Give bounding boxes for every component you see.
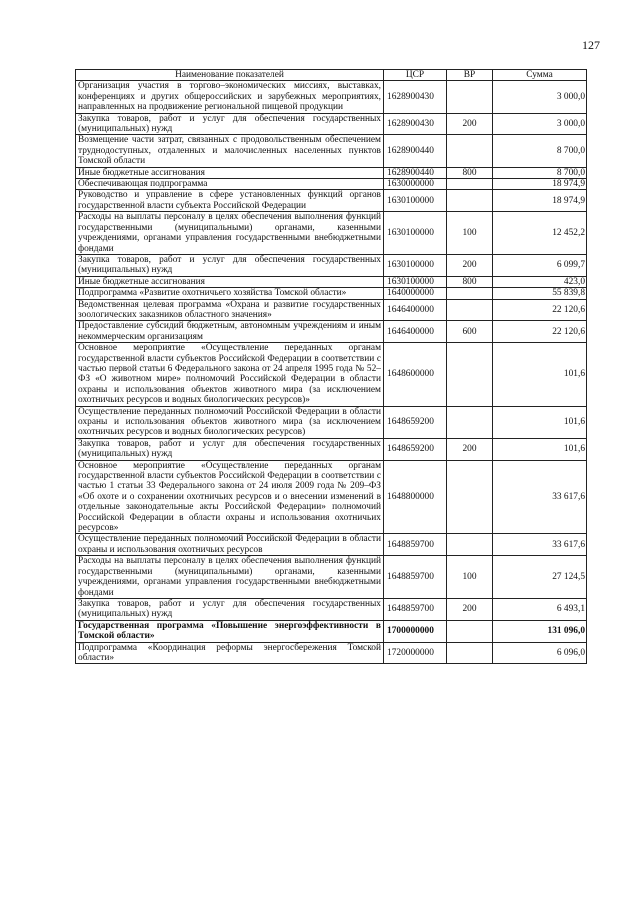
row-sum-cell: 101,6 — [493, 343, 587, 406]
row-name-cell: Иные бюджетные ассигнования — [76, 276, 384, 287]
row-vr-cell: 200 — [447, 113, 493, 135]
row-csr-cell: 1700000000 — [384, 620, 447, 642]
row-sum-cell: 55 839,8 — [493, 288, 587, 299]
header-vr: ВР — [447, 70, 493, 81]
row-sum-cell: 101,6 — [493, 438, 587, 460]
row-csr-cell: 1648800000 — [384, 460, 447, 534]
row-name-cell: Ведомственная целевая программа «Охрана и развитие государственных зоологических заказников областного значения» — [76, 299, 384, 321]
row-csr-cell: 1628900430 — [384, 113, 447, 135]
row-vr-cell — [447, 642, 493, 664]
table-row — [76, 642, 587, 664]
row-vr-cell — [447, 620, 493, 642]
row-sum-cell: 18 974,9 — [493, 179, 587, 190]
row-name-cell: Закупка товаров, работ и услуг для обеспечения государственных (муниципальных) нужд — [76, 438, 384, 460]
row-csr-cell: 1646400000 — [384, 299, 447, 321]
row-sum-cell: 33 617,6 — [493, 460, 587, 534]
row-name-cell: Предоставление субсидий бюджетным, автономным учреждениям и иным некоммерческим организациям — [76, 321, 384, 343]
table-row — [76, 438, 587, 460]
row-name-cell: Организация участия в торгово–экономических миссиях, выставках, конференциях и других общероссийских и зарубежных мероприятиях, направленных на продвижение региональной пищевой продукции — [76, 81, 384, 113]
page-number: 127 — [582, 38, 600, 52]
row-vr-cell: 100 — [447, 556, 493, 599]
row-csr-cell: 1630100000 — [384, 254, 447, 276]
row-csr-cell: 1648859700 — [384, 598, 447, 620]
row-csr-cell: 1648600000 — [384, 343, 447, 406]
table-row — [76, 406, 587, 438]
table-row — [76, 534, 587, 556]
row-csr-cell: 1720000000 — [384, 642, 447, 664]
row-sum-cell: 22 120,6 — [493, 321, 587, 343]
table-row — [76, 113, 587, 135]
row-sum-cell: 33 617,6 — [493, 534, 587, 556]
table-row — [76, 135, 587, 167]
row-csr-cell: 1630100000 — [384, 276, 447, 287]
row-vr-cell — [447, 460, 493, 534]
row-name-cell: Основное мероприятие «Осуществление переданных органам государственной власти субъектов Российской Федерации в соответствии с частью первой статьи 6 Федерального закона от 24 апреля 1995 года № 52–ФЗ «О животном мире» полномочий Российской Федерации в области охраны и использования объектов животного мира (за исключением охотничьих ресурсов и водных биологических ресурсов)» — [76, 343, 384, 406]
row-vr-cell — [447, 288, 493, 299]
row-sum-cell: 6 096,0 — [493, 642, 587, 664]
row-name-cell: Подпрограмма «Развитие охотничьего хозяйства Томской области» — [76, 288, 384, 299]
table-body — [76, 81, 587, 664]
row-vr-cell: 800 — [447, 167, 493, 178]
row-sum-cell: 8 700,0 — [493, 167, 587, 178]
table-row — [76, 299, 587, 321]
row-vr-cell: 600 — [447, 321, 493, 343]
row-name-cell: Подпрограмма «Координация реформы энергосбережения Томской области» — [76, 642, 384, 664]
row-vr-cell: 200 — [447, 254, 493, 276]
header-sum: Сумма — [493, 70, 587, 81]
table-row — [76, 81, 587, 113]
row-name-cell: Расходы на выплаты персоналу в целях обеспечения выполнения функций государственными (муниципальными) органами, казенными учреждениями, органами управления государственными внебюджетными фондами — [76, 556, 384, 599]
table-row — [76, 190, 587, 212]
table-row — [76, 556, 587, 599]
row-name-cell: Руководство и управление в сфере установленных функций органов государственной власти субъекта Российской Федерации — [76, 190, 384, 212]
row-csr-cell: 1628900430 — [384, 81, 447, 113]
row-name-cell: Возмещение части затрат, связанных с продовольственным обеспечением труднодоступных, отдаленных и малочисленных населенных пунктов Томской области — [76, 135, 384, 167]
table-row — [76, 620, 587, 642]
row-sum-cell: 18 974,9 — [493, 190, 587, 212]
row-vr-cell: 200 — [447, 438, 493, 460]
table-row — [76, 598, 587, 620]
row-vr-cell — [447, 135, 493, 167]
table-row — [76, 254, 587, 276]
row-sum-cell: 6 493,1 — [493, 598, 587, 620]
table-row — [76, 460, 587, 534]
row-csr-cell: 1630000000 — [384, 179, 447, 190]
row-vr-cell — [447, 299, 493, 321]
table-row — [76, 276, 587, 287]
row-csr-cell: 1628900440 — [384, 167, 447, 178]
row-sum-cell: 3 000,0 — [493, 113, 587, 135]
header-csr: ЦСР — [384, 70, 447, 81]
row-csr-cell: 1640000000 — [384, 288, 447, 299]
row-vr-cell: 100 — [447, 212, 493, 255]
row-name-cell: Государственная программа «Повышение энергоэффективности в Томской области» — [76, 620, 384, 642]
row-vr-cell — [447, 81, 493, 113]
row-csr-cell: 1628900440 — [384, 135, 447, 167]
row-name-cell: Основное мероприятие «Осуществление переданных органам государственной власти субъектов Российской Федерации в соответствии с частью 1 статьи 33 Федерального закона от 24 июля 2009 года № 209–ФЗ «Об охоте и о сохранении охотничьих ресурсов и о внесении изменений в отдельные законодательные акты Российской Федерации» полномочий Российской Федерации в области охраны и использования охотничьих ресурсов» — [76, 460, 384, 534]
row-sum-cell: 8 700,0 — [493, 135, 587, 167]
row-name-cell: Расходы на выплаты персоналу в целях обеспечения выполнения функций государственными (муниципальными) органами, казенными учреждениями, органами управления государственными внебюджетными фондами — [76, 212, 384, 255]
row-csr-cell: 1648659200 — [384, 406, 447, 438]
budget-table — [75, 69, 587, 664]
row-vr-cell: 800 — [447, 276, 493, 287]
table-row — [76, 288, 587, 299]
row-csr-cell: 1648659200 — [384, 438, 447, 460]
row-vr-cell — [447, 190, 493, 212]
header-name: Наименование показателей — [76, 70, 384, 81]
row-name-cell: Закупка товаров, работ и услуг для обеспечения государственных (муниципальных) нужд — [76, 598, 384, 620]
row-sum-cell: 423,0 — [493, 276, 587, 287]
table-row — [76, 343, 587, 406]
row-sum-cell: 22 120,6 — [493, 299, 587, 321]
row-sum-cell: 6 099,7 — [493, 254, 587, 276]
row-sum-cell: 131 096,0 — [493, 620, 587, 642]
table-header-row — [76, 70, 587, 81]
row-vr-cell — [447, 179, 493, 190]
row-name-cell: Иные бюджетные ассигнования — [76, 167, 384, 178]
row-vr-cell: 200 — [447, 598, 493, 620]
table-row — [76, 321, 587, 343]
row-name-cell: Осуществление переданных полномочий Российской Федерации в области охраны и использования охотничьих ресурсов — [76, 534, 384, 556]
row-sum-cell: 101,6 — [493, 406, 587, 438]
table-row — [76, 212, 587, 255]
row-name-cell: Закупка товаров, работ и услуг для обеспечения государственных (муниципальных) нужд — [76, 113, 384, 135]
row-csr-cell: 1648859700 — [384, 556, 447, 599]
row-sum-cell: 12 452,2 — [493, 212, 587, 255]
row-csr-cell: 1646400000 — [384, 321, 447, 343]
row-vr-cell — [447, 406, 493, 438]
row-sum-cell: 3 000,0 — [493, 81, 587, 113]
row-vr-cell — [447, 343, 493, 406]
row-name-cell: Закупка товаров, работ и услуг для обеспечения государственных (муниципальных) нужд — [76, 254, 384, 276]
row-vr-cell — [447, 534, 493, 556]
row-csr-cell: 1648859700 — [384, 534, 447, 556]
row-sum-cell: 27 124,5 — [493, 556, 587, 599]
row-name-cell: Осуществление переданных полномочий Российской Федерации в области охраны и использования объектов животного мира (за исключением охотничьих ресурсов и водных биологических ресурсов) — [76, 406, 384, 438]
table-row — [76, 167, 587, 178]
row-csr-cell: 1630100000 — [384, 212, 447, 255]
row-csr-cell: 1630100000 — [384, 190, 447, 212]
row-name-cell: Обеспечивающая подпрограмма — [76, 179, 384, 190]
table-row — [76, 179, 587, 190]
